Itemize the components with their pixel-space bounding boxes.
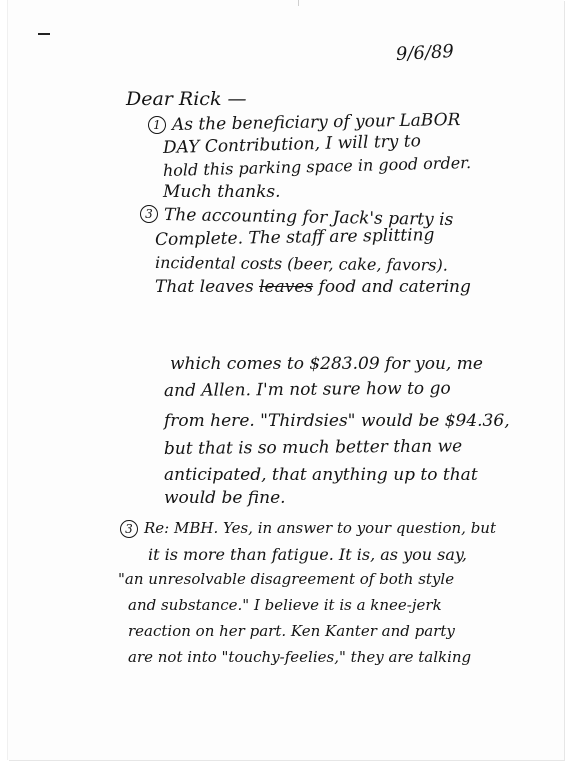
item-2-line-4: [155, 279, 471, 296]
continuation-line-5: anticipated, that anything up to that: [164, 465, 478, 485]
continuation-line-6: would be fine.: [164, 488, 286, 508]
item-3-number: 3: [120, 520, 138, 538]
continuation-line-2: and Allen. I'm not sure how to go: [163, 378, 451, 401]
salutation: Dear Rick —: [126, 88, 247, 110]
item-3-line-2: it is more than fatigue. It is, as you say,: [148, 545, 467, 564]
item-3-line-3: "an unresolvable disagreement of both style: [118, 570, 455, 588]
item-3-line-4: and substance." I believe it is a knee-jerk: [128, 596, 442, 614]
fold-mark: [298, 0, 299, 6]
item-3-line-5: reaction on her part. Ken Kanter and party: [128, 622, 455, 640]
item-2-line-4-start: That leaves: [155, 277, 260, 297]
item-2-line-3: incidental costs (beer, cake, favors).: [154, 253, 448, 275]
item-2-line-4-tail: food and catering: [313, 277, 471, 297]
letter-page: [8, 0, 564, 760]
item-2-line-2: Complete. The staff are splitting: [154, 225, 435, 250]
letter-date: 9/6/89: [395, 40, 455, 65]
continuation-line-4: but that is so much better than we: [163, 436, 463, 459]
item-1-line-4: Much thanks.: [163, 182, 281, 202]
item-1-line-3: hold this parking space in good order.: [162, 152, 472, 180]
struck-word: leaves: [259, 277, 314, 297]
item-3-line-6: are not into "touchy-feelies," they are talking: [128, 648, 472, 666]
item-2-number: 3: [140, 205, 158, 223]
item-3-line-1: Re: MBH. Yes, in answer to your question, but: [144, 519, 496, 537]
item-1-line-2: DAY Contribution, I will try to: [162, 131, 422, 158]
continuation-line-1: which comes to $283.09 for you, me: [170, 354, 483, 374]
item-1-number: 1: [148, 116, 166, 134]
corner-mark: [38, 33, 50, 35]
item-1-line-1: As the beneficiary of your LaBOR: [171, 109, 461, 135]
continuation-line-3: from here. "Thirdsies" would be $94.36,: [164, 411, 510, 431]
item-2-line-1: The accounting for Jack's party is: [163, 205, 454, 231]
